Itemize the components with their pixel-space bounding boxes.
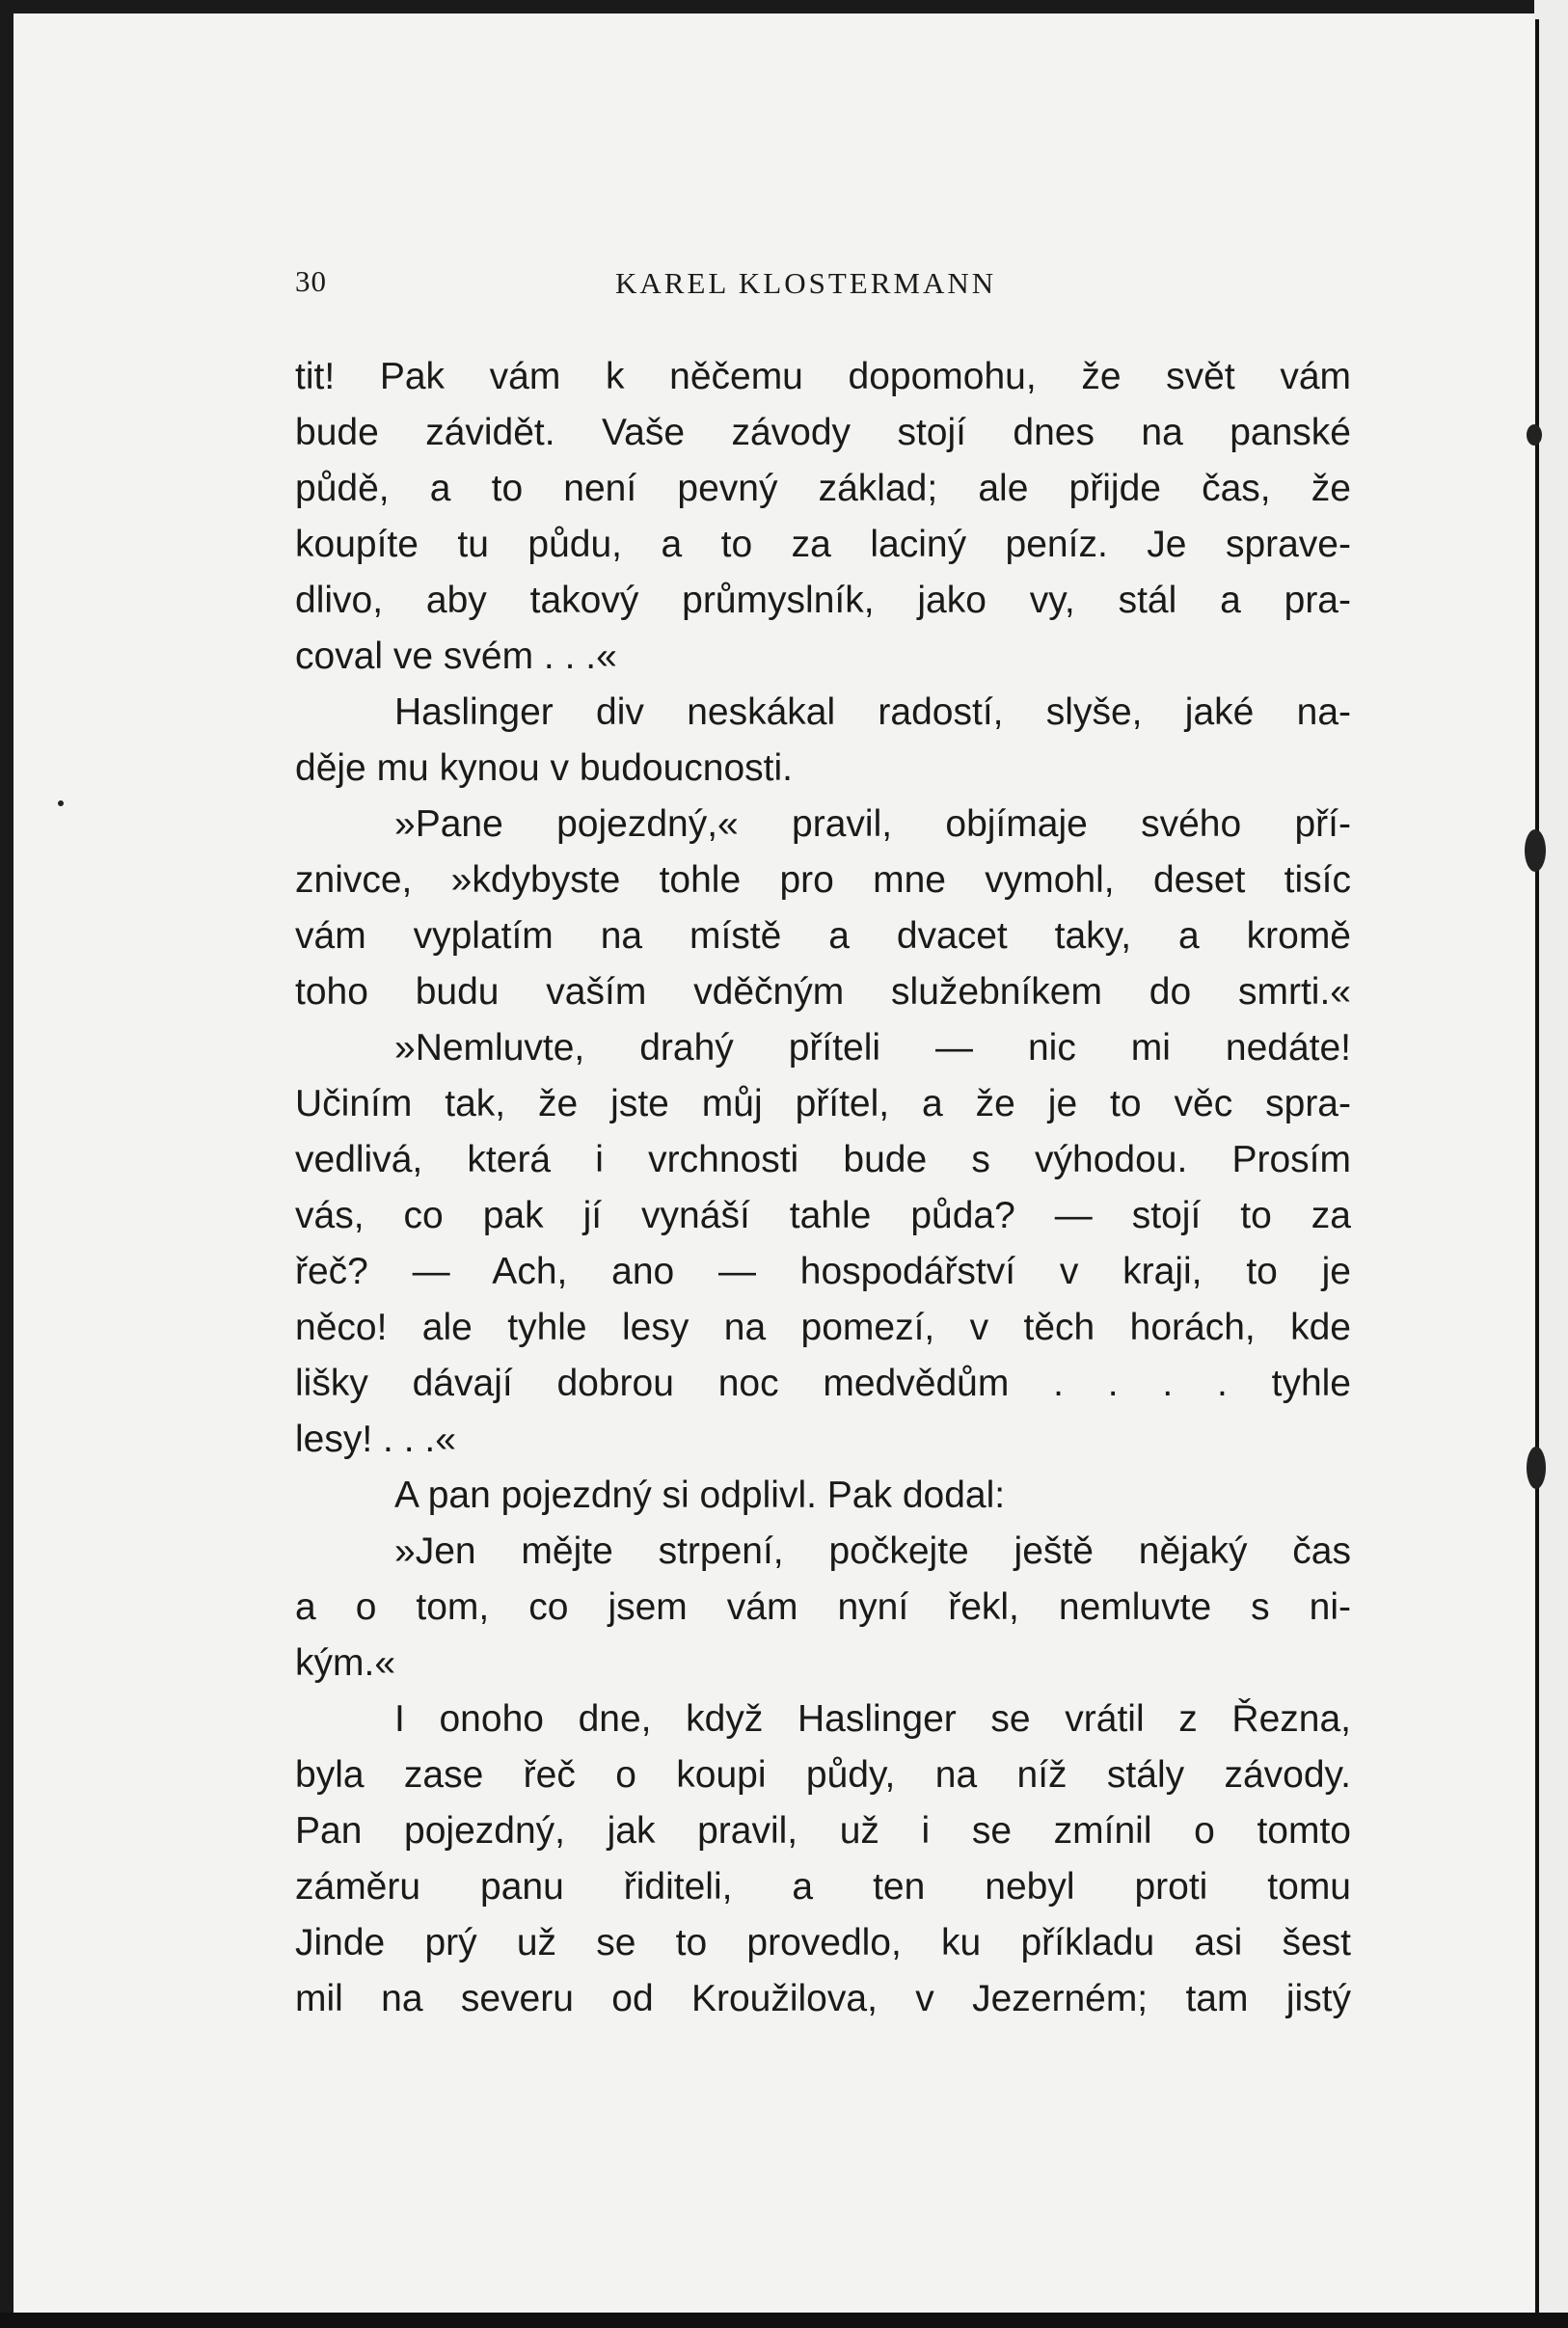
text-line: Jinde prý už se to provedlo, ku příkladu asi šest <box>295 1922 1351 1963</box>
running-title: KAREL KLOSTERMANN <box>615 266 997 300</box>
ink-speck <box>58 800 64 806</box>
text-line: a o tom, co jsem vám nyní řekl, nemluvte s ni- <box>295 1586 1351 1628</box>
text-line: Pan pojezdný, jak pravil, už i se zmínil o tomto <box>295 1810 1351 1852</box>
text-line: Učiním tak, že jste můj přítel, a že je to věc spra- <box>295 1083 1351 1124</box>
text-line: »Pane pojezdný,« pravil, objímaje svého pří- <box>394 803 1351 845</box>
text-line: bude závidět. Vaše závody stojí dnes na panské <box>295 412 1351 453</box>
page-edge <box>1534 0 1568 2328</box>
text-line: půdě, a to není pevný základ; ale přijde čas, že <box>295 468 1351 509</box>
text-line: záměru panu řiditeli, a ten nebyl proti tomu <box>295 1866 1351 1908</box>
text-line: řeč? — Ach, ano — hospodářství v kraji, to je <box>295 1251 1351 1292</box>
text-line: toho budu vaším vděčným služebníkem do smrti.« <box>295 971 1351 1013</box>
body-text <box>295 349 1351 2027</box>
text-line: I onoho dne, když Haslinger se vrátil z Řezna, <box>394 1698 1351 1740</box>
page-number: 30 <box>295 264 327 298</box>
text-line: vedlivá, která i vrchnosti bude s výhodou. Prosím <box>295 1139 1351 1180</box>
text-line: koupíte tu půdu, a to za laciný peníz. Je sprave- <box>295 524 1351 565</box>
text-line: lesy! . . .« <box>295 1419 456 1460</box>
text-line: Haslinger div neskákal radostí, slyše, jaké na- <box>394 691 1351 733</box>
ink-speck <box>1527 1447 1546 1489</box>
text-line: něco! ale tyhle lesy na pomezí, v těch horách, kde <box>295 1307 1351 1348</box>
text-line: mil na severu od Kroužilova, v Jezerném; tam jistý <box>295 1978 1351 2019</box>
text-line: »Nemluvte, drahý příteli — nic mi nedáte! <box>394 1027 1351 1069</box>
text-line: byla zase řeč o koupi půdy, na níž stály závody. <box>295 1754 1351 1796</box>
text-line: znivce, »kdybyste tohle pro mne vymohl, deset tisíc <box>295 859 1351 901</box>
text-line: děje mu kynou v budoucnosti. <box>295 747 793 789</box>
text-line: dlivo, aby takový průmyslník, jako vy, stál a pra- <box>295 580 1351 621</box>
text-line: vám vyplatím na místě a dvacet taky, a kromě <box>295 915 1351 957</box>
binding-shadow <box>1535 19 1539 2314</box>
text-line: A pan pojezdný si odplivl. Pak dodal: <box>394 1475 1006 1516</box>
ink-speck <box>1525 829 1546 872</box>
text-line: kým.« <box>295 1642 396 1684</box>
text-line: »Jen mějte strpení, počkejte ještě nějaký čas <box>394 1530 1351 1572</box>
running-head <box>295 260 1346 309</box>
text-line: coval ve svém . . .« <box>295 636 617 677</box>
ink-speck <box>1527 424 1542 446</box>
bottom-border <box>0 2313 1568 2328</box>
text-line: lišky dávají dobrou noc medvědům . . . . tyhle <box>295 1363 1351 1404</box>
text-line: tit! Pak vám k něčemu dopomohu, že svět vám <box>295 356 1351 397</box>
text-line: vás, co pak jí vynáší tahle půda? — stojí to za <box>295 1195 1351 1236</box>
